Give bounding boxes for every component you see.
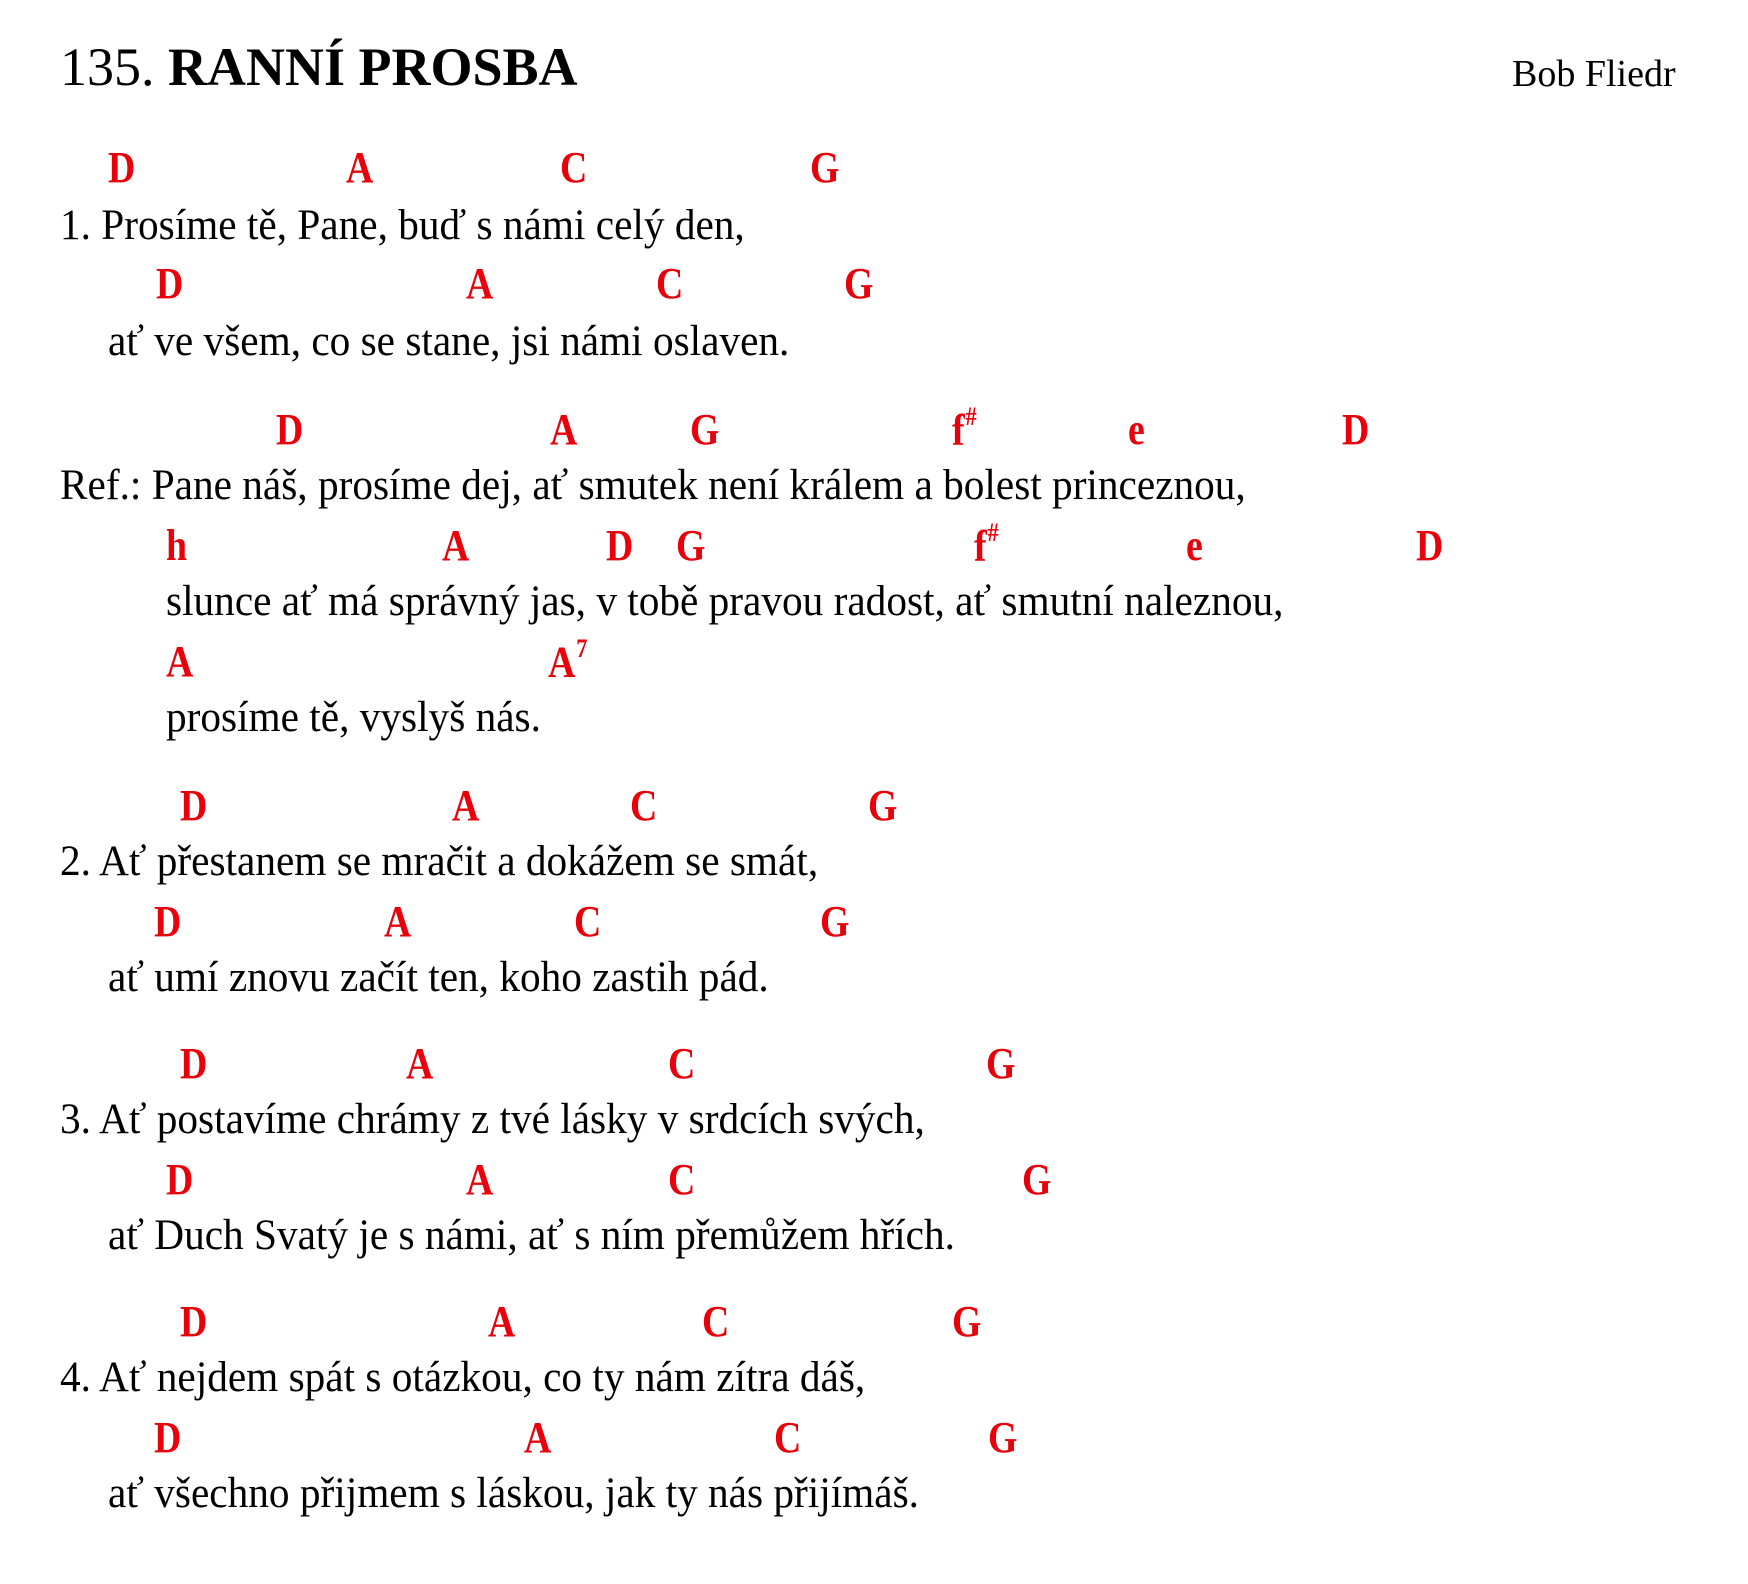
lyric-line: ať umí znovu začít ten, koho zastih pád. [108,954,769,1001]
chord: A [442,521,470,570]
chord: e [1186,521,1203,570]
chord: A [524,1413,552,1462]
chord-root: f [974,521,987,571]
chord: G [986,1039,1016,1088]
chord-seventh: 7 [576,634,588,663]
lyric-line: prosíme tě, vyslyš nás. [166,694,541,741]
chord: C [668,1155,696,1204]
song-author: Bob Fliedr [1512,53,1676,95]
chord-root: A [548,637,576,687]
lyric-line: slunce ať má správný jas, v tobě pravou radost, ať smutní naleznou, [166,578,1284,625]
chord [548,634,588,687]
lyric-line: 1. Prosíme tě, Pane, buď s námi celý den, [60,202,745,249]
chord: A [488,1297,516,1346]
chord: G [868,781,898,830]
chord: C [574,897,602,946]
chord: D [180,1039,208,1088]
chord: A [384,897,412,946]
song-name: RANNÍ PROSBA [168,37,578,97]
chord: A [452,781,480,830]
chord: G [676,521,706,570]
lyric-line: Ref.: Pane náš, prosíme dej, ať smutek není králem a bolest princeznou, [60,462,1246,509]
chord: C [702,1297,730,1346]
lyric-line: 2. Ať přestanem se mračit a dokážem se smát, [60,838,819,885]
chord: A [466,1155,494,1204]
chord: A [550,405,578,454]
chord: G [810,143,840,192]
chord: D [154,897,182,946]
chord: D [156,259,184,308]
chord: D [1342,405,1370,454]
chord: D [180,1297,208,1346]
lyric-line: ať Duch Svatý je s námi, ať s ním přemůžem hřích. [108,1212,955,1259]
chord: A [166,637,194,686]
chord: G [690,405,720,454]
chord-sharp: # [987,518,999,547]
chord: D [606,521,634,570]
song-number: 135. [60,37,155,97]
chord: C [656,259,684,308]
chord: C [630,781,658,830]
chord: A [346,143,374,192]
chord: G [952,1297,982,1346]
chord: A [466,259,494,308]
lyric-line: ať ve všem, co se stane, jsi námi oslaven. [108,318,790,365]
chord: D [108,143,136,192]
chord-sharp: # [965,402,977,431]
chord: h [166,521,188,570]
chord: G [988,1413,1018,1462]
chord [952,402,977,455]
chord: D [276,405,304,454]
chord: D [154,1413,182,1462]
lyric-line: 3. Ať postavíme chrámy z tvé lásky v srdcích svých, [60,1096,925,1143]
chord: D [180,781,208,830]
chord: C [774,1413,802,1462]
chord: D [1416,521,1444,570]
chord: C [668,1039,696,1088]
chord: C [560,143,588,192]
chord: G [1022,1155,1052,1204]
chord: A [406,1039,434,1088]
chord: e [1128,405,1145,454]
chord: G [820,897,850,946]
song-title [60,36,578,98]
chord [974,518,999,571]
chord-root: f [952,405,965,455]
lyric-line: 4. Ať nejdem spát s otázkou, co ty nám zítra dáš, [60,1354,866,1401]
chord: D [166,1155,194,1204]
chord: G [844,259,874,308]
lyric-line: ať všechno přijmem s láskou, jak ty nás přijímáš. [108,1470,919,1517]
